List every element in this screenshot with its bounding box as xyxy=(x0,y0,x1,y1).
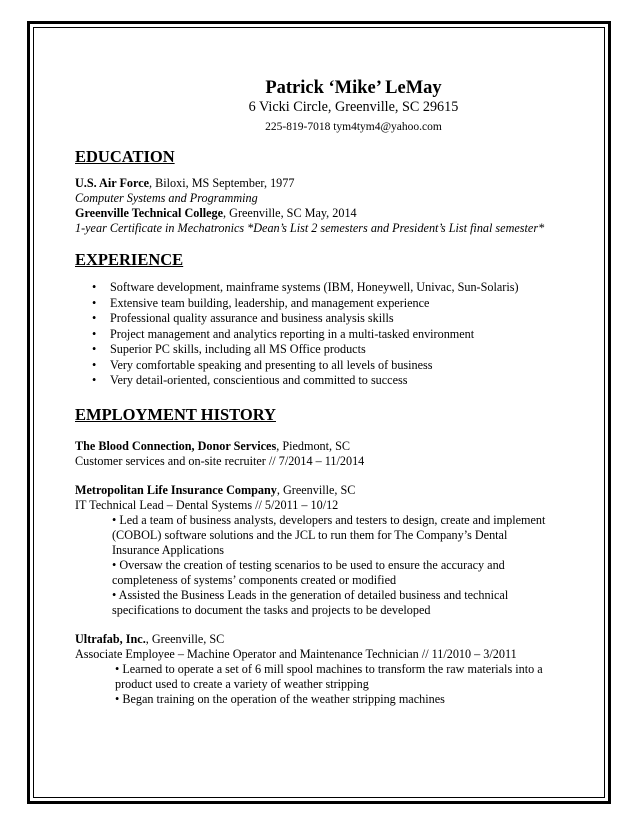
job-location: , Greenville, SC xyxy=(145,631,225,646)
job-duty: • Learned to operate a set of 6 mill spool machines to transform the raw materials into a xyxy=(115,661,543,676)
job-location: , Piedmont, SC xyxy=(276,438,351,453)
job-company-line xyxy=(75,483,575,498)
list-item-text: Very detail-oriented, conscientious and committed to success xyxy=(110,373,408,387)
employment-heading: EMPLOYMENT HISTORY xyxy=(75,404,276,424)
job-entry xyxy=(75,439,575,469)
list-item-text: Extensive team building, leadership, and management experience xyxy=(110,295,430,310)
job-duty: (COBOL) software solutions and the JCL to run them for The Company’s Dental xyxy=(112,527,508,542)
job-role: Associate Employee – Machine Operator and Maintenance Technician // 11/2010 – 3/2011 xyxy=(75,646,517,661)
job-duty: product used to create a variety of weather stripping xyxy=(115,676,369,691)
list-item-text: Project management and analytics reporting in a multi-tasked environment xyxy=(110,326,475,341)
job-duty: • Oversaw the creation of testing scenarios to be used to ensure the accuracy and xyxy=(112,557,505,572)
candidate-address: 6 Vicki Circle, Greenville, SC 29615 xyxy=(248,99,459,115)
education-details: , Biloxi, MS September, 1977 xyxy=(149,176,295,190)
candidate-name: Patrick ‘Mike’ LeMay xyxy=(265,78,442,98)
job-duty: specifications to document the tasks and projects to be developed xyxy=(112,602,431,617)
list-item-text: Professional quality assurance and business analysis skills xyxy=(110,311,394,325)
education-entry xyxy=(75,176,575,191)
list-item xyxy=(75,358,575,374)
job-duty: • Led a team of business analysts, developers and testers to design, create and implement xyxy=(112,512,546,527)
education-school: Greenville Technical College xyxy=(75,206,224,220)
list-item xyxy=(75,342,575,358)
list-item xyxy=(75,327,575,343)
bullet-icon: • xyxy=(92,295,97,310)
job-company-line xyxy=(75,439,575,454)
candidate-contact: 225-819-7018 tym4tym4@yahoo.com xyxy=(265,121,442,133)
experience-heading: EXPERIENCE xyxy=(75,250,184,269)
job-role: IT Technical Lead – Dental Systems // 5/2011 – 10/12 xyxy=(75,497,339,512)
list-item-text: Superior PC skills, including all MS Office products xyxy=(110,342,366,356)
list-item xyxy=(75,311,575,327)
job-duty: Insurance Applications xyxy=(112,542,225,557)
resume-document xyxy=(75,78,575,707)
job-company-line xyxy=(75,632,575,647)
education-program: 1-year Certificate in Mechatronics *Dean’s List 2 semesters and President’s List final semester* xyxy=(75,221,545,235)
bullet-icon: • xyxy=(92,280,97,294)
list-item-text: Software development, mainframe systems (IBM, Honeywell, Univac, Sun-Solaris) xyxy=(110,280,519,294)
education-school: U.S. Air Force xyxy=(75,176,150,190)
education-list xyxy=(75,176,575,236)
list-item-text: Very comfortable speaking and presenting to all levels of business xyxy=(110,357,433,372)
education-program: Computer Systems and Programming xyxy=(75,191,258,205)
job-entry xyxy=(75,632,575,707)
list-item xyxy=(75,373,575,389)
education-details: , Greenville, SC May, 2014 xyxy=(223,206,357,220)
education-heading: EDUCATION xyxy=(75,147,175,166)
job-company: The Blood Connection, Donor Services xyxy=(75,438,277,453)
job-company: Metropolitan Life Insurance Company xyxy=(75,482,277,497)
bullet-icon: • xyxy=(92,373,97,387)
bullet-icon: • xyxy=(92,357,97,372)
job-entry xyxy=(75,483,575,618)
bullet-icon: • xyxy=(92,342,97,356)
job-duty: • Assisted the Business Leads in the generation of detailed business and technical xyxy=(112,587,509,602)
education-entry xyxy=(75,206,575,221)
job-company: Ultrafab, Inc. xyxy=(75,631,146,646)
job-duty: completeness of systems’ components created or modified xyxy=(112,572,397,587)
job-role: Customer services and on-site recruiter // 7/2014 – 11/2014 xyxy=(75,453,365,468)
job-duty: • Began training on the operation of the weather stripping machines xyxy=(115,691,445,706)
job-location: , Greenville, SC xyxy=(276,482,356,497)
bullet-icon: • xyxy=(92,311,97,325)
list-item xyxy=(75,296,575,312)
experience-list xyxy=(75,280,575,389)
bullet-icon: • xyxy=(92,326,97,341)
list-item xyxy=(75,280,575,296)
